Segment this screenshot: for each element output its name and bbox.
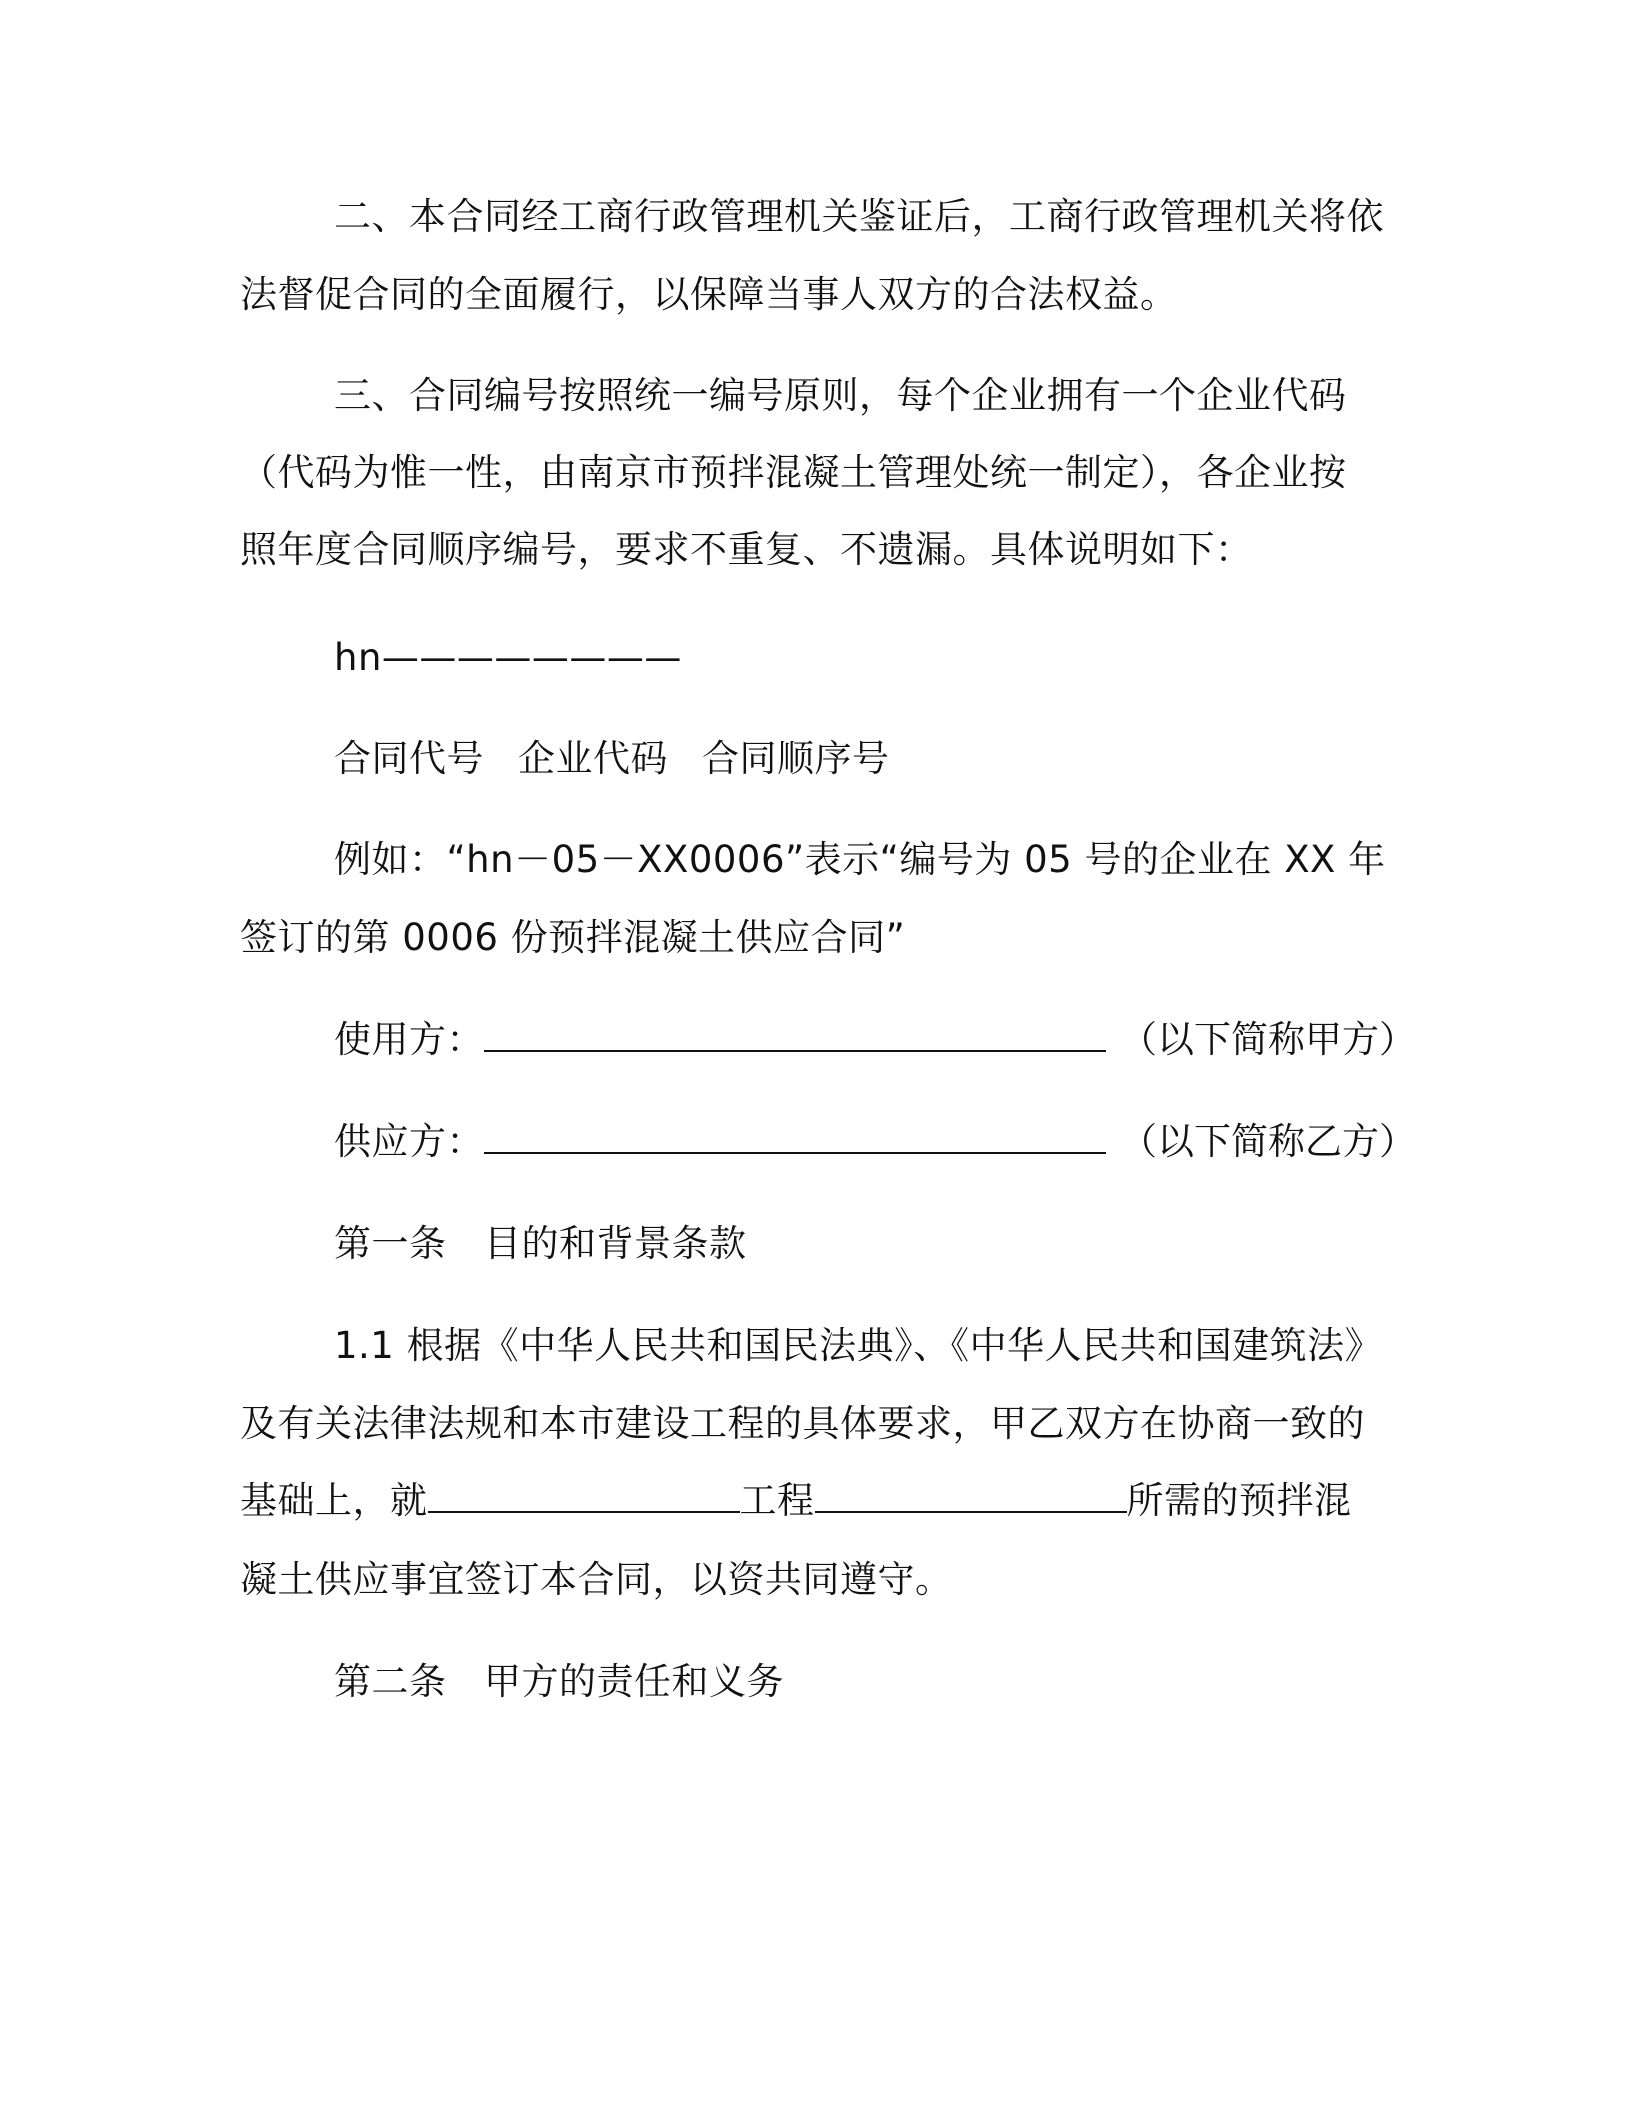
- user-party-row: [334, 1016, 1106, 1064]
- user-party-blank[interactable]: [484, 1020, 1106, 1052]
- clause-2-line-2: 法督促合同的全面履行，以保障当事人双方的合法权益。: [240, 273, 1178, 316]
- supplier-party-row: [334, 1118, 1106, 1166]
- user-party-label: 使用方：: [334, 1018, 484, 1061]
- article-1-1-line-2: 及有关法律法规和本市建设工程的具体要求，甲乙双方在协商一致的: [240, 1402, 1365, 1445]
- article-1-1-text-a: 基础上，就: [240, 1479, 428, 1522]
- contract-code-label: 合同代号: [334, 737, 484, 780]
- article-1-1-text-b: 工程: [739, 1479, 815, 1522]
- supplier-party-blank[interactable]: [484, 1122, 1106, 1154]
- clause-2-line-1: 二、本合同经工商行政管理机关鉴证后，工商行政管理机关将依: [334, 195, 1384, 238]
- project-detail-blank[interactable]: [815, 1481, 1127, 1513]
- article-2-title: 第二条 甲方的责任和义务: [334, 1660, 784, 1703]
- example-line-1: 例如：“hn－05－XX0006”表示“编号为 05 号的企业在 XX 年: [334, 838, 1386, 881]
- contract-code-format: hn————————: [334, 636, 682, 679]
- example-line-2: 签订的第 0006 份预拌混凝土供应合同”: [240, 916, 906, 959]
- supplier-party-note: （以下简称乙方）: [1120, 1120, 1416, 1163]
- article-1-1-line-3: [240, 1477, 1352, 1525]
- article-1-1-line-1: 1.1 根据《中华人民共和国民法典》、《中华人民共和国建筑法》: [334, 1324, 1383, 1367]
- article-1-title: 第一条 目的和背景条款: [334, 1222, 747, 1265]
- contract-code-labels: [334, 735, 890, 783]
- supplier-party-label: 供应方：: [334, 1120, 484, 1163]
- clause-3-line-1: 三、合同编号按照统一编号原则，每个企业拥有一个企业代码: [334, 374, 1347, 417]
- company-code-label: 企业代码: [518, 737, 668, 780]
- project-name-blank[interactable]: [428, 1481, 740, 1513]
- clause-3-line-2: （代码为惟一性，由南京市预拌混凝土管理处统一制定），各企业按: [240, 451, 1347, 494]
- clause-3-line-3: 照年度合同顺序编号，要求不重复、不遗漏。具体说明如下：: [240, 528, 1253, 571]
- sequence-number-label: 合同顺序号: [702, 737, 890, 780]
- user-party-note: （以下简称甲方）: [1120, 1018, 1416, 1061]
- article-1-1-text-c: 所需的预拌混: [1126, 1479, 1352, 1522]
- article-1-1-line-4: 凝土供应事宜签订本合同，以资共同遵守。: [240, 1558, 953, 1601]
